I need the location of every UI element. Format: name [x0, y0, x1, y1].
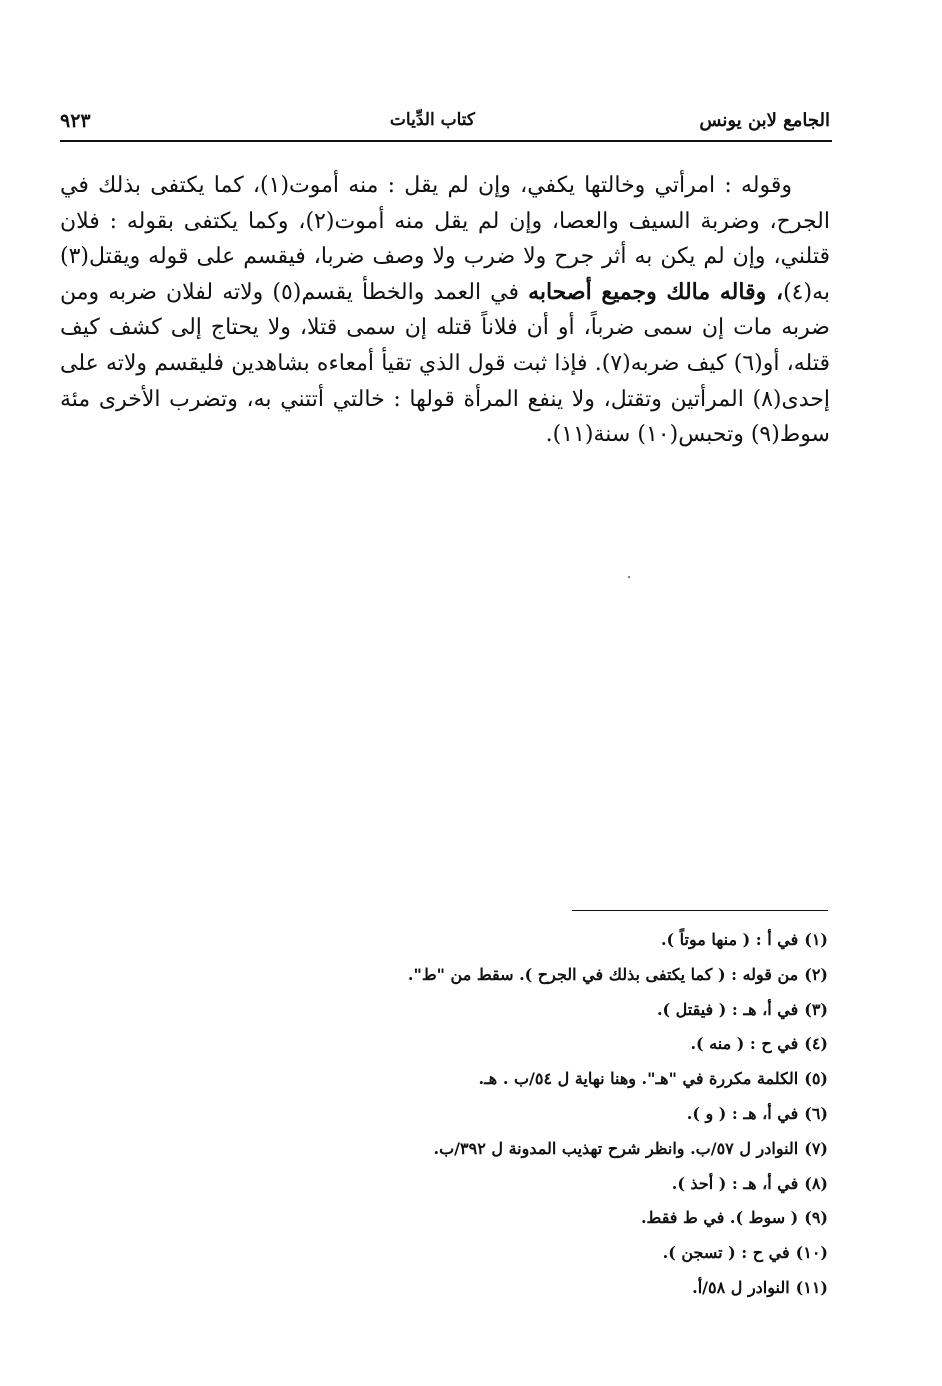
footnote-number: (١٠): [795, 1243, 828, 1263]
text-segment: سنة: [593, 422, 638, 448]
text-segment: .: [545, 422, 553, 448]
footnote-marker: (١): [260, 173, 290, 198]
bold-text-segment: ، وقاله مالك وجميع أصحابه: [528, 278, 784, 305]
footnote-marker: (٥): [272, 279, 302, 305]
footnote-item: [300, 1100, 828, 1135]
footnote-marker: (٩): [750, 422, 780, 448]
footnote-marker: (٤): [783, 279, 813, 305]
footnote-number: (٩): [804, 1208, 828, 1228]
chapter-title: كتاب الدِّيات: [389, 110, 475, 130]
text-segment: كيف ضربه: [630, 350, 734, 376]
footnote-number: (٨): [804, 1173, 828, 1193]
text-segment: وتحبس: [678, 422, 751, 448]
header-rule: [60, 140, 832, 142]
footnote-number: (٧): [804, 1138, 828, 1158]
text-segment: ، كما يكتفى بذلك في الجرح، وضربة السيف والعصا، وإن لم يقل منه أموت: [60, 173, 830, 234]
footnote-number: (٤): [804, 1034, 828, 1054]
footnote-marker: (٢): [305, 208, 335, 234]
footnote-text: في أ : ( منها موتاً ).: [660, 930, 799, 949]
text-segment: وقوله : امرأتي وخالتها يكفي، وإن لم يقل : منه أموت: [289, 173, 792, 198]
footnote-marker: (١٠): [637, 422, 679, 448]
footnote-item: [300, 961, 828, 996]
footnote-marker: (٧): [601, 350, 631, 376]
footnote-text: في ح : ( تسجن ).: [662, 1243, 790, 1263]
footnote-item: [300, 1204, 828, 1239]
footnote-text: النوادر ل ٥٧/ب. وانظر شرح تهذيب المدونة ل ٣٩٢/ب.: [433, 1138, 799, 1158]
text-segment: المرأتين وتقتل، ولا ينفع المرأة قولها : خالتي أتتني به، وتضرب الأخرى مئة سوط: [60, 386, 830, 448]
footnote-text: في أ، هـ : ( و ).: [686, 1103, 799, 1123]
text-segment: . فإذا ثبت قول الذي تقيأ أمعاءه بشاهدين فليقسم ولاته على إحدى: [60, 350, 830, 412]
footnote-item: [300, 926, 828, 961]
footnote-number: (٣): [804, 999, 828, 1019]
footnote-text: الكلمة مكررة في "هـ". وهنا نهاية ل ٥٤/ب . هـ.: [478, 1069, 799, 1089]
book-title: الجامع لابن يونس: [699, 110, 830, 131]
text-segment: به: [812, 279, 830, 305]
footnote-item: [300, 1135, 828, 1170]
footnote-text: من قوله : ( كما يكتفى بذلك في الجرح ). سقط من "ط".: [407, 964, 799, 984]
footnote-marker: (٦): [733, 350, 763, 376]
footnote-item: [300, 1030, 828, 1065]
footnote-rule: [572, 910, 828, 911]
footnote-item: [300, 1274, 828, 1309]
footnote-number: (١): [804, 930, 828, 949]
footnote-text: في أ، هـ : ( أحذ ).: [671, 1173, 799, 1193]
footnote-marker: (٣): [60, 244, 90, 270]
footnote-number: (١١): [795, 1277, 828, 1297]
scan-speck: [628, 576, 630, 578]
footnote-text: ( سوط ). في ط فقط.: [640, 1208, 799, 1228]
footnote-item: [300, 1239, 828, 1274]
main-text: [60, 168, 830, 453]
footnote-number: (٢): [804, 964, 828, 984]
running-header: [60, 106, 830, 140]
footnote-text: في ح : ( منه ).: [690, 1034, 799, 1054]
footnotes-list: [300, 926, 828, 1309]
footnote-number: (٥): [804, 1069, 828, 1089]
main-paragraph: [60, 168, 830, 453]
footnote-number: (٦): [804, 1103, 828, 1123]
footnote-text: النوادر ل ٥٨/أ.: [692, 1277, 790, 1297]
text-segment: ، وكما يكتفى بقوله : فلان قتلني، وإن لم يكن به أثر جرح ولا ضرب ولا وصف ضربا، فيقسم على قوله ويقتل: [60, 208, 830, 270]
footnote-item: [300, 1170, 828, 1205]
footnote-item: [300, 1065, 828, 1100]
text-segment: ولاته لفلان ضربه ومن ضربه مات إن سمى ضرباً، أو أن فلاناً قتله إن سمى قتلا، ولا يحتاج إلى كشف كيف قتله، أو: [60, 279, 830, 376]
text-segment: في العمد والخطأ يقسم: [301, 279, 529, 305]
footnote-marker: (٨): [752, 386, 782, 412]
footnote-text: في أ، هـ : ( فيقتل ).: [656, 999, 799, 1019]
page-number: ٩٢٣: [60, 110, 91, 132]
footnote-marker: (١١): [552, 422, 594, 448]
footnote-item: [300, 996, 828, 1031]
